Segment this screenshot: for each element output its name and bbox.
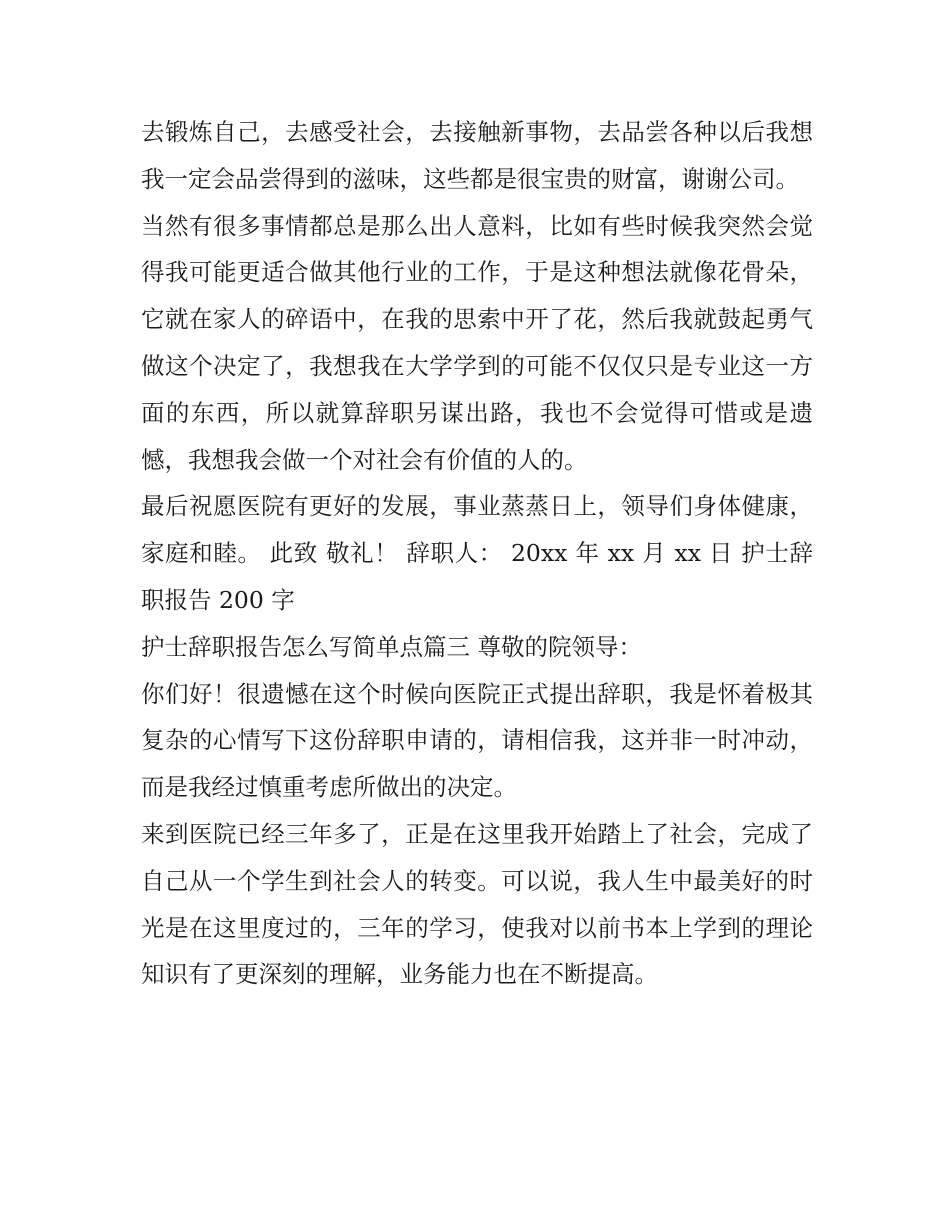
paragraph: 最后祝愿医院有更好的发展，事业蒸蒸日上，领导们身体健康，家庭和睦。 此致 敬礼！ 辞职人： 20xx 年 xx 月 xx 日 护士辞职报告 200 字 xyxy=(141,492,813,614)
paragraph: 来到医院已经三年多了，正是在这里我开始踏上了社会，完成了自己从一个学生到社会人的转变。可以说，我人生中最美好的时光是在这里度过的，三年的学习，使我对以前书本上学到的理论知识有了更深刻的理解，业务能力也在不断提高。 xyxy=(141,819,813,989)
document-body xyxy=(141,109,813,998)
paragraph: 你们好！很遗憾在这个时候向医院正式提出辞职，我是怀着极其复杂的心情写下这份辞职申请的，请相信我，这并非一时冲动，而是我经过慎重考虑所做出的决定。 xyxy=(141,679,813,802)
paragraph: 当然有很多事情都总是那么出人意料，比如有些时候我突然会觉得我可能更适合做其他行业的工作，于是这种想法就像花骨朵，它就在家人的碎语中，在我的思索中开了花，然后我就鼓起勇气做这个决定了，我想我在大学学到的可能不仅仅只是专业这一方面的东西，所以就算辞职另谋出路，我也不会觉得可惜或是遗憾，我想我会做一个对社会有价值的人的。 xyxy=(141,211,813,474)
section-heading: 护士辞职报告怎么写简单点篇三 尊敬的院领导： xyxy=(141,632,642,661)
paragraph: 去锻炼自己，去感受社会，去接触新事物，去品尝各种以后我想我一定会品尝得到的滋味，这些都是很宝贵的财富，谢谢公司。 xyxy=(141,118,813,193)
